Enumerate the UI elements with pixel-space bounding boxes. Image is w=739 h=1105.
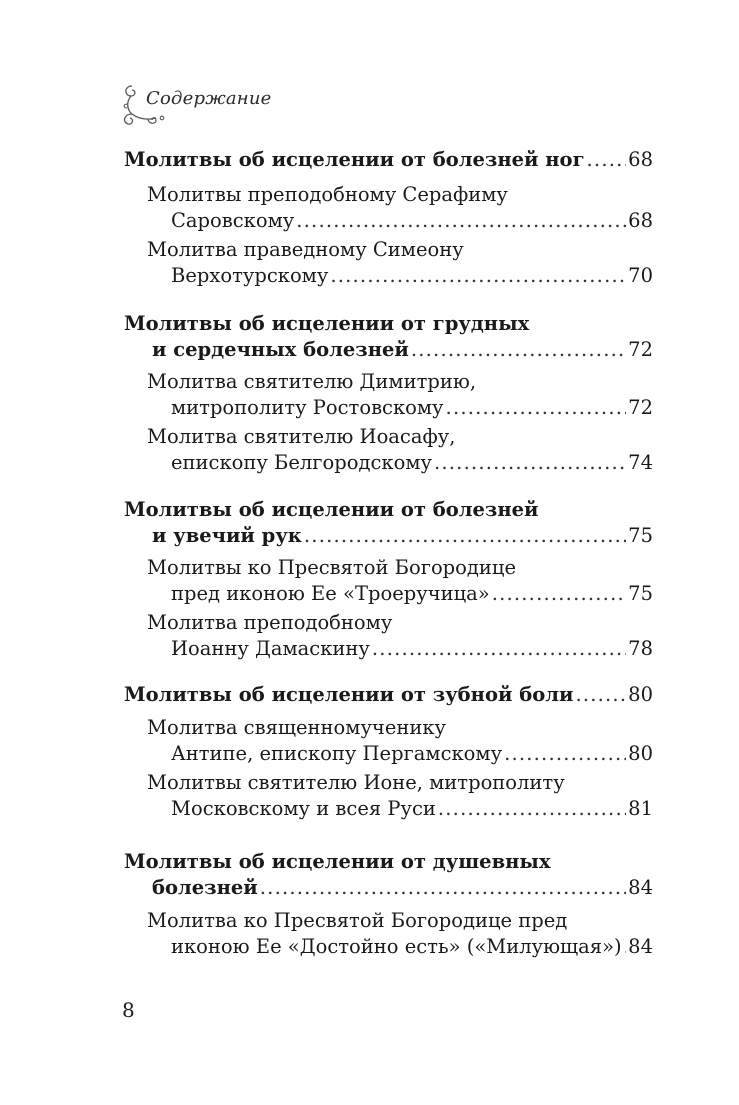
toc-section-heading[interactable]: и увечий рук ..... 75 (152, 523, 653, 549)
dot-leader (330, 263, 626, 289)
contents-heading: Содержание (146, 88, 272, 109)
dot-leader (438, 796, 626, 822)
toc-entry-line[interactable]: Саровскому ..... 68 (171, 208, 653, 234)
toc-entry-line[interactable]: Молитва священномученику (147, 716, 447, 739)
toc-entry-line[interactable]: митрополиту Ростовскому ..... 72 (171, 395, 653, 421)
toc-page-number: 84 (628, 935, 653, 958)
toc-entry-line[interactable]: Молитва праведному Симеону (147, 238, 464, 261)
toc-entry-line[interactable]: Молитва святителю Иоасафу, (147, 425, 456, 448)
dot-leader (411, 337, 626, 363)
toc-page-number: 74 (628, 451, 653, 474)
dot-leader (492, 581, 626, 607)
toc-entry-line[interactable]: иконою Ее «Достойно есть» («Милующая») ..... 84 (171, 934, 653, 960)
toc-entry-line[interactable]: Верхотурскому ..... 70 (171, 263, 653, 289)
toc-section-heading[interactable]: Молитвы об исцелении от болезней ног ..... 68 (124, 147, 653, 173)
toc-page-number: 72 (628, 338, 653, 361)
toc-entry-line[interactable]: Молитвы ко Пресвятой Богородице (147, 556, 516, 579)
page-number: 8 (122, 998, 135, 1022)
dot-leader (296, 208, 626, 234)
toc-section-heading[interactable]: Молитвы об исцелении от зубной боли ..... 80 (124, 682, 653, 708)
dot-leader (434, 450, 626, 476)
toc-page-number: 81 (628, 797, 653, 820)
dot-leader (504, 741, 626, 767)
toc-section-heading[interactable]: и сердечных болезней ..... 72 (152, 337, 653, 363)
toc-page-number: 75 (628, 524, 653, 547)
dot-leader (372, 636, 626, 662)
toc-page-number: 84 (628, 876, 653, 899)
toc-page-number: 70 (628, 264, 653, 287)
dot-leader (446, 395, 627, 421)
toc-section-heading[interactable]: Молитвы об исцелении от грудных (124, 312, 530, 335)
toc-section-heading[interactable]: Молитвы об исцелении от болезней (124, 498, 539, 521)
toc-entry-line[interactable]: Московскому и всея Руси ..... 81 (171, 796, 653, 822)
toc-section-heading[interactable]: Молитвы об исцелении от душевных (124, 850, 551, 873)
toc-entry-line[interactable]: епископу Белгородскому ..... 74 (171, 450, 653, 476)
toc-page-number: 68 (628, 209, 653, 232)
dot-leader (304, 523, 626, 549)
toc-page-number: 80 (628, 683, 653, 706)
toc-page-number: 80 (628, 742, 653, 765)
dot-leader (624, 934, 627, 960)
toc-page-number: 68 (628, 148, 653, 171)
toc-page-number: 75 (628, 582, 653, 605)
toc-entry-line[interactable]: Молитва преподобному (147, 611, 393, 634)
dot-leader (575, 682, 626, 708)
toc-entry-line[interactable]: Молитвы святителю Ионе, митрополиту (147, 771, 565, 794)
toc-entry-line[interactable]: Молитвы преподобному Серафиму (147, 183, 508, 206)
toc-page-number: 72 (628, 396, 653, 419)
dot-leader (587, 147, 627, 173)
toc-section-heading[interactable]: болезней ..... 84 (152, 875, 653, 901)
toc-entry-line[interactable]: Молитва святителю Димитрию, (147, 370, 477, 393)
dot-leader (260, 875, 626, 901)
toc-entry-line[interactable]: Иоанну Дамаскину ..... 78 (171, 636, 653, 662)
toc-page-number: 78 (628, 637, 653, 660)
toc-entry-line[interactable]: пред иконою Ее «Троеручица» ..... 75 (171, 581, 653, 607)
toc-entry-line[interactable]: Антипе, епископу Пергамскому ..... 80 (171, 741, 653, 767)
toc-entry-line[interactable]: Молитва ко Пресвятой Богородице пред (147, 909, 568, 932)
